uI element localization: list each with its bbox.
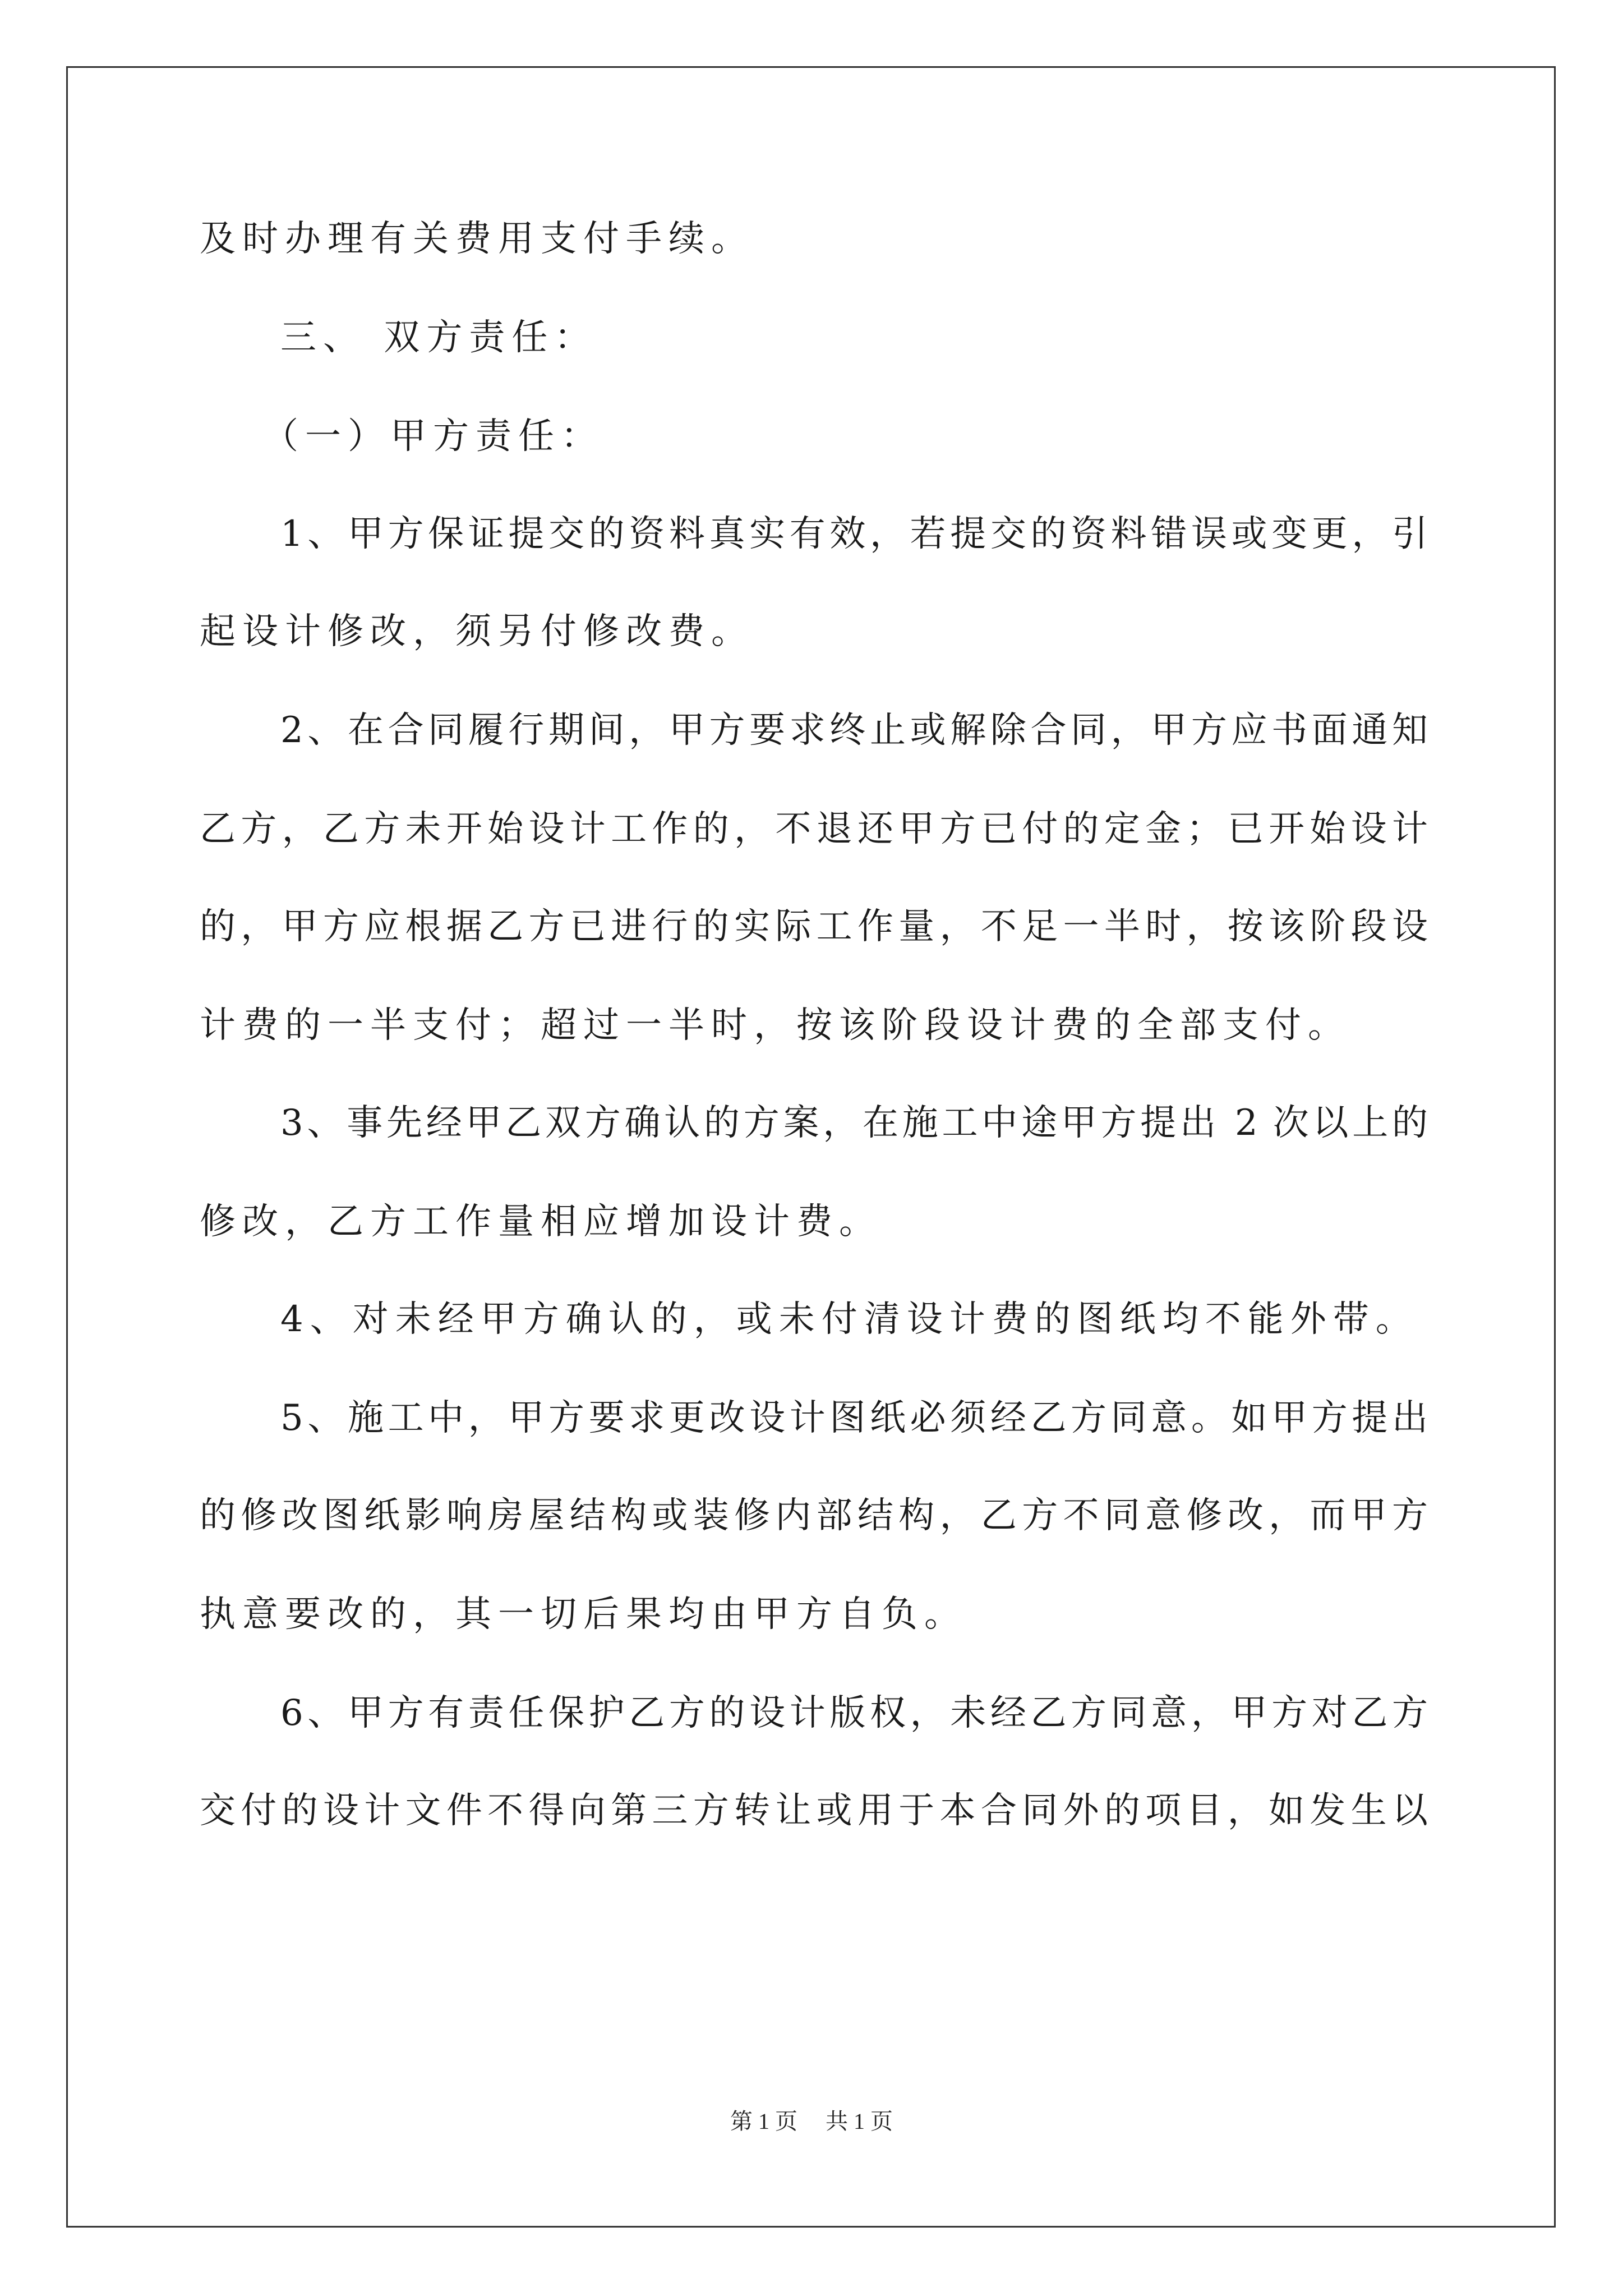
- paragraph-line: 起设计修改，须另付修改费。: [200, 611, 754, 652]
- subsection-heading: （一）甲方责任：: [262, 416, 603, 457]
- paragraph-line: 乙方，乙方未开始设计工作的，不退还甲方已付的定金；已开始设计: [200, 808, 1428, 850]
- paragraph-line: 5、施工中，甲方要求更改设计图纸必须经乙方同意。如甲方提出: [280, 1397, 1428, 1439]
- paragraph-line: 执意要改的，其一切后果均由甲方自负。: [200, 1594, 967, 1635]
- paragraph-line: 2、在合同履行期间，甲方要求终止或解除合同，甲方应书面通知: [280, 710, 1428, 751]
- paragraph-line: 修改，乙方工作量相应增加设计费。: [200, 1201, 882, 1243]
- paragraph-line: 交付的设计文件不得向第三方转让或用于本合同外的项目，如发生以: [200, 1790, 1428, 1832]
- paragraph-line: 及时办理有关费用支付手续。: [200, 218, 754, 260]
- paragraph-line: 1、甲方保证提交的资料真实有效，若提交的资料错误或变更，引: [280, 513, 1428, 555]
- paragraph-line: 6、甲方有责任保护乙方的设计版权，未经乙方同意，甲方对乙方: [280, 1692, 1428, 1734]
- paragraph-line: 4、对未经甲方确认的，或未付清设计费的图纸均不能外带。: [280, 1299, 1418, 1340]
- paragraph-line: 计费的一半支付；超过一半时，按该阶段设计费的全部支付。: [200, 1005, 1350, 1046]
- page-footer: 第 1 页 共 1 页: [730, 2109, 893, 2134]
- paragraph-line: 的，甲方应根据乙方已进行的实际工作量，不足一半时，按该阶段设: [200, 906, 1428, 947]
- section-heading: 三、 双方责任：: [280, 317, 597, 358]
- paragraph-line: 的修改图纸影响房屋结构或装修内部结构，乙方不同意修改，而甲方: [200, 1495, 1428, 1536]
- paragraph-line: 3、事先经甲乙双方确认的方案，在施工中途甲方提出 2 次以上的: [280, 1102, 1428, 1144]
- page-border: [66, 66, 1556, 2228]
